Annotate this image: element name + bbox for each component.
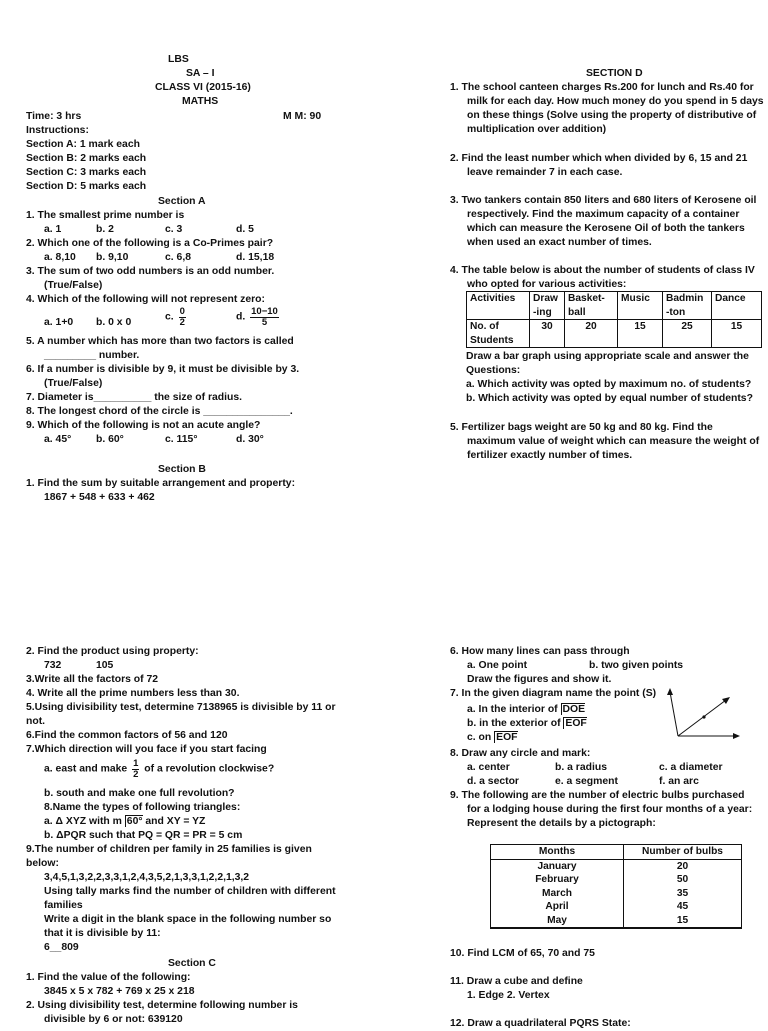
- question-b7: 7.Which direction will you face if you start facing: [26, 744, 267, 755]
- question-d7c: [467, 731, 518, 745]
- d7b-label: b. in the exterior of: [467, 718, 561, 729]
- question-b3: 3.Write all the factors of 72: [26, 674, 159, 685]
- bulbs-table: [490, 844, 742, 929]
- q7a-post: of a revolution clockwise?: [144, 763, 275, 775]
- table-cell: 15: [712, 320, 762, 348]
- question-d12: 12. Draw a quadrilateral PQRS State:: [450, 1018, 631, 1029]
- question-a2: 2. Which one of the following is a Co-Primes pair?: [26, 238, 274, 249]
- question-d9-line: for a lodging house during the first four months of a year:: [467, 804, 753, 815]
- option: b. 60°: [96, 434, 124, 445]
- month-cell: [491, 859, 624, 928]
- option: c. 3: [165, 224, 183, 235]
- table-cell: 25: [663, 320, 712, 348]
- question-b6: 6.Find the common factors of 56 and 120: [26, 730, 228, 741]
- question-d4-after: Draw a bar graph using appropriate scale and answer the: [466, 351, 749, 362]
- angle-name: EOF: [496, 732, 518, 743]
- question-b10-cont: that it is divisible by 11:: [44, 928, 161, 939]
- month: February: [535, 874, 579, 885]
- question-d8: 8. Draw any circle and mark:: [450, 748, 591, 759]
- option-label: c.: [165, 311, 174, 323]
- question-d9-line: Represent the details by a pictograph:: [467, 818, 656, 829]
- numerator: 1: [133, 758, 139, 769]
- question-d7: 7. In the given diagram name the point (S): [450, 688, 657, 699]
- question-a4: 4. Which of the following will not represent zero:: [26, 294, 265, 305]
- month: January: [537, 860, 577, 872]
- section-c-title: Section C: [168, 958, 216, 969]
- question-d4-after: b. Which activity was opted by equal number of students?: [466, 393, 753, 404]
- question-d1-line: multiplication over addition): [467, 124, 607, 135]
- bulb-count: 50: [676, 874, 689, 885]
- section-d-title: SECTION D: [586, 68, 643, 79]
- question-b8: 8.Name the types of following triangles:: [44, 802, 241, 813]
- question-d7a: [467, 703, 585, 717]
- question-b5-cont: not.: [26, 716, 46, 727]
- option: b. a radius: [555, 762, 607, 773]
- question-b1: 1. Find the sum by suitable arrangement and property:: [26, 478, 296, 489]
- question-a3: 3. The sum of two odd numbers is an odd number.: [26, 266, 275, 277]
- question-b4: 4. Write all the prime numbers less than 30.: [26, 688, 240, 699]
- question-a6-cont: (True/False): [44, 378, 103, 389]
- instruction-line: Section C: 3 marks each: [26, 167, 147, 178]
- bulb-count: 45: [676, 901, 689, 912]
- table-cell: 30: [530, 320, 565, 348]
- bulb-count: 15: [676, 914, 689, 926]
- question-b5: 5.Using divisibility test, determine 7138965 is divisible by 11 or: [26, 702, 336, 713]
- question-d4-after: a. Which activity was opted by maximum no. of students?: [466, 379, 752, 390]
- question-a9: 9. Which of the following is not an acute angle?: [26, 420, 261, 431]
- option-fraction: [165, 307, 188, 328]
- question-d4-line: 4. The table below is about the number of students of class IV: [450, 265, 755, 276]
- question-a7: 7. Diameter is__________ the size of radius.: [26, 392, 243, 403]
- denominator: 2: [133, 769, 139, 780]
- question-b9-cont: below:: [26, 858, 59, 869]
- option: b. 0 x 0: [96, 317, 132, 328]
- question-b7a: [44, 759, 274, 780]
- question-d2-line: 2. Find the least number which when divided by 6, 15 and 21: [450, 153, 748, 164]
- time-label: Time: 3 hrs: [26, 111, 82, 122]
- bulbs-cell: [624, 859, 742, 928]
- option: a. One point: [467, 660, 528, 671]
- table-cell: Basket- ball: [565, 292, 618, 320]
- angle-diagram: [664, 684, 744, 744]
- question-b9-data: 3,4,5,1,3,2,2,3,3,1,2,4,3,5,2,1,3,3,1,2,2,1,3,2: [44, 872, 250, 883]
- question-c2-cont: divisible by 6 or not: 639120: [44, 1014, 183, 1025]
- month: March: [541, 887, 572, 899]
- activities-table: [466, 291, 762, 348]
- question-b8a: [44, 815, 205, 829]
- question-a5-cont: _________ number.: [44, 350, 140, 361]
- question-d4-after: Questions:: [466, 365, 521, 376]
- question-d6: 6. How many lines can pass through: [450, 646, 630, 657]
- question-b2: 2. Find the product using property:: [26, 646, 199, 657]
- question-d11-cont: 1. Edge 2. Vertex: [467, 990, 550, 1001]
- d7c-label: c. on: [467, 732, 492, 743]
- angle-value: 60°: [126, 816, 143, 827]
- question-b8b: b. ΔPQR such that PQ = QR = PR = 5 cm: [44, 830, 243, 841]
- question-d3-line: when used an exact number of times.: [467, 237, 652, 248]
- table-cell: Activities: [467, 292, 530, 320]
- angle-name: EOF: [565, 718, 587, 729]
- instructions-title: Instructions:: [26, 125, 89, 136]
- question-d9-line: 9. The following are the number of electric bulbs purchased: [450, 790, 745, 801]
- question-d1-line: 1. The school canteen charges Rs.200 for lunch and Rs.40 for: [450, 82, 754, 93]
- question-a5: 5. A number which has more than two factors is called: [26, 336, 294, 347]
- section-a-title: Section A: [158, 196, 206, 207]
- table-cell: Draw -ing: [530, 292, 565, 320]
- option: e. a segment: [555, 776, 618, 787]
- option: b. 2: [96, 224, 114, 235]
- option: c. 115°: [165, 434, 198, 445]
- option: c. a diameter: [659, 762, 723, 773]
- option: a. 1: [44, 224, 62, 235]
- bulb-count: 20: [676, 860, 689, 872]
- denominator: 5: [261, 317, 268, 328]
- question-c1: 1. Find the value of the following:: [26, 972, 191, 983]
- question-d7b: [467, 717, 587, 731]
- bulb-count: 35: [676, 887, 689, 899]
- option: a. 8,10: [44, 252, 76, 263]
- table-cell: 15: [618, 320, 663, 348]
- month: May: [547, 914, 567, 926]
- option: d. 15,18: [236, 252, 275, 263]
- table-cell: Dance: [712, 292, 762, 320]
- question-d5-line: 5. Fertilizer bags weight are 50 kg and 80 kg. Find the: [450, 422, 713, 433]
- question-b7b: b. south and make one full revolution?: [44, 788, 235, 799]
- option: d. a sector: [467, 776, 519, 787]
- question-a8: 8. The longest chord of the circle is _______________.: [26, 406, 293, 417]
- table-cell: Music: [618, 292, 663, 320]
- question-a1: 1. The smallest prime number is: [26, 210, 185, 221]
- question-d3-line: 3. Two tankers contain 850 liters and 680 liters of Kerosene oil: [450, 195, 757, 206]
- table-header: Months: [491, 845, 624, 860]
- option: f. an arc: [659, 776, 699, 787]
- q8a-pre: a. Δ XYZ with m: [44, 816, 122, 827]
- option: a. 1+0: [44, 317, 74, 328]
- numerator: 0: [179, 306, 185, 317]
- school-name: LBS: [168, 54, 189, 65]
- option-fraction: [236, 307, 281, 328]
- question-d1-line: on these things (Solve using the property of distributive of: [467, 110, 757, 121]
- question-d11: 11. Draw a cube and define: [450, 976, 583, 987]
- question-d6-instr: Draw the figures and show it.: [467, 674, 612, 685]
- factor-b: 105: [96, 660, 114, 671]
- option: d. 5: [236, 224, 254, 235]
- denominator: 2: [179, 317, 185, 328]
- option: b. 9,10: [96, 252, 129, 263]
- option: c. 6,8: [165, 252, 191, 263]
- question-d3-line: respectively. Find the maximum capacity of a container: [467, 209, 740, 220]
- table-header: Number of bulbs: [624, 845, 742, 860]
- question-d5-line: maximum value of weight which can measure the weight of: [467, 436, 760, 447]
- question-d1-line: milk for each day. How much money do you spend in 5 days: [467, 96, 764, 107]
- numerator: 10−10: [251, 306, 278, 317]
- section-b-title: Section B: [158, 464, 206, 475]
- max-marks: M M: 90: [283, 111, 322, 122]
- angle-name: DOE: [562, 704, 586, 715]
- question-d4-line: who opted for various activities:: [467, 279, 627, 290]
- instruction-line: Section B: 2 marks each: [26, 153, 147, 164]
- option: a. 45°: [44, 434, 72, 445]
- option: b. two given points: [589, 660, 684, 671]
- question-a3-cont: (True/False): [44, 280, 103, 291]
- instruction-line: Section A: 1 mark each: [26, 139, 140, 150]
- question-b10-number: 6__809: [44, 942, 79, 953]
- table-cell: No. of Students: [467, 320, 530, 348]
- question-b1-expression: 1867 + 548 + 633 + 462: [44, 492, 155, 503]
- exam-name: SA – I: [186, 68, 215, 79]
- month: April: [545, 901, 569, 912]
- table-row: [491, 859, 742, 928]
- d7a-label: a. In the interior of: [467, 704, 558, 715]
- option: a. center: [467, 762, 510, 773]
- table-row: [467, 320, 762, 348]
- q7a-pre: a. east and make: [44, 763, 128, 775]
- question-d5-line: fertilizer exactly number of times.: [467, 450, 633, 461]
- table-row: [491, 928, 742, 929]
- table-row: [491, 845, 742, 860]
- question-c2: 2. Using divisibility test, determine following number is: [26, 1000, 298, 1011]
- factor-a: 732: [44, 660, 62, 671]
- table-row: [467, 292, 762, 320]
- table-cell: 20: [565, 320, 618, 348]
- option-label: d.: [236, 311, 246, 323]
- question-b9-instr-cont: families: [44, 900, 83, 911]
- question-b9: 9.The number of children per family in 25 families is given: [26, 844, 312, 855]
- instruction-line: Section D: 5 marks each: [26, 181, 147, 192]
- question-d10: 10. Find LCM of 65, 70 and 75: [450, 948, 595, 959]
- table-cell: Badmin -ton: [663, 292, 712, 320]
- question-d2-line: leave remainder 7 in each case.: [467, 167, 623, 178]
- question-d3-line: which can measure the Kerosene Oil of both the tankers: [467, 223, 745, 234]
- q8a-post: and XY = YZ: [145, 816, 206, 827]
- option: d. 30°: [236, 434, 264, 445]
- class-name: CLASS VI (2015-16): [155, 82, 251, 93]
- subject-name: MATHS: [182, 96, 219, 107]
- question-b9-instr: Using tally marks find the number of children with different: [44, 886, 336, 897]
- question-b10: Write a digit in the blank space in the following number so: [44, 914, 332, 925]
- question-a6: 6. If a number is divisible by 9, it must be divisible by 3.: [26, 364, 300, 375]
- question-c1-expression: 3845 x 5 x 782 + 769 x 25 x 218: [44, 986, 195, 997]
